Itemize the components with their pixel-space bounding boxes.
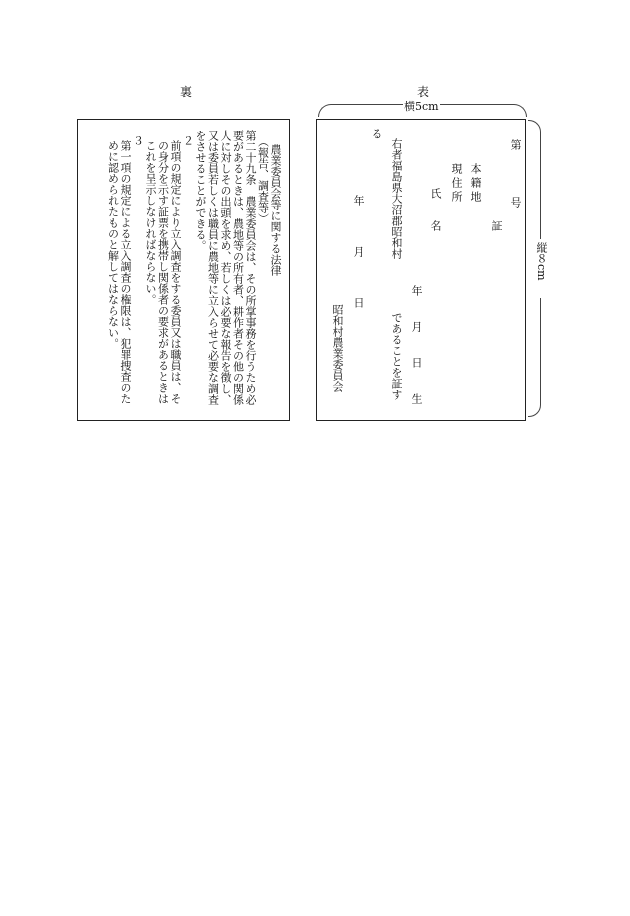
law-subtitle: （報告、調査等） [256,136,270,224]
back-card [77,119,290,421]
number-dai: 第 [509,139,522,150]
front-card [316,119,526,421]
law-num-2: ２ [181,135,195,146]
genjusho-label: 現住所 [450,163,463,205]
law-paragraph-3: 第一項の規定による立入調査の権限は、犯罪捜査のために認められたものと解してはならない。 [106,140,132,404]
height-dimension-top [528,120,541,239]
law-text [88,130,281,410]
statement-line-1: 右者福島県大沼郡昭和村 [390,138,403,259]
height-label: 縦８cm [535,242,548,281]
honseki-label: 本籍地 [469,163,482,205]
shimei-label: 氏 名 [429,188,442,236]
law-title: 農業委員会等に関する法律 [269,144,282,276]
height-dimension-bottom [528,298,541,417]
birth-date: 年 月 日 生 [410,285,423,411]
issuer-name: 昭和村農業委員会 [331,304,344,392]
law-article: 第二十九条 農業委員会は、その所掌事務を行うため必要があるときは、農地等の所有者、耕作者その他の関係人に対しその出頭を求め、若しくは必要な報告を徴し、又は委員若しくは職員に農地等に立入らせて必要な調査をさせることができる。 [194,130,257,405]
sho-label: 証 [490,220,503,231]
width-dimension-right [440,104,527,117]
issue-date: 年 月 日 [352,195,365,314]
law-num-3: ３ [131,135,145,146]
width-dimension-left [318,104,403,117]
law-paragraph-2: 前項の規定により立入調査をする委員又は職員は、その身分を示す証票を携帯し関係者の要求があるときはこれを呈示しなければならない。 [144,140,182,404]
width-label: 横5cm [404,100,439,113]
number-go: 号 [509,197,522,208]
front-side-label: 表 [417,85,430,99]
statement-ru: る [370,128,383,139]
statement-line-2: であることを証す [390,312,403,400]
back-side-label: 裏 [180,85,193,99]
